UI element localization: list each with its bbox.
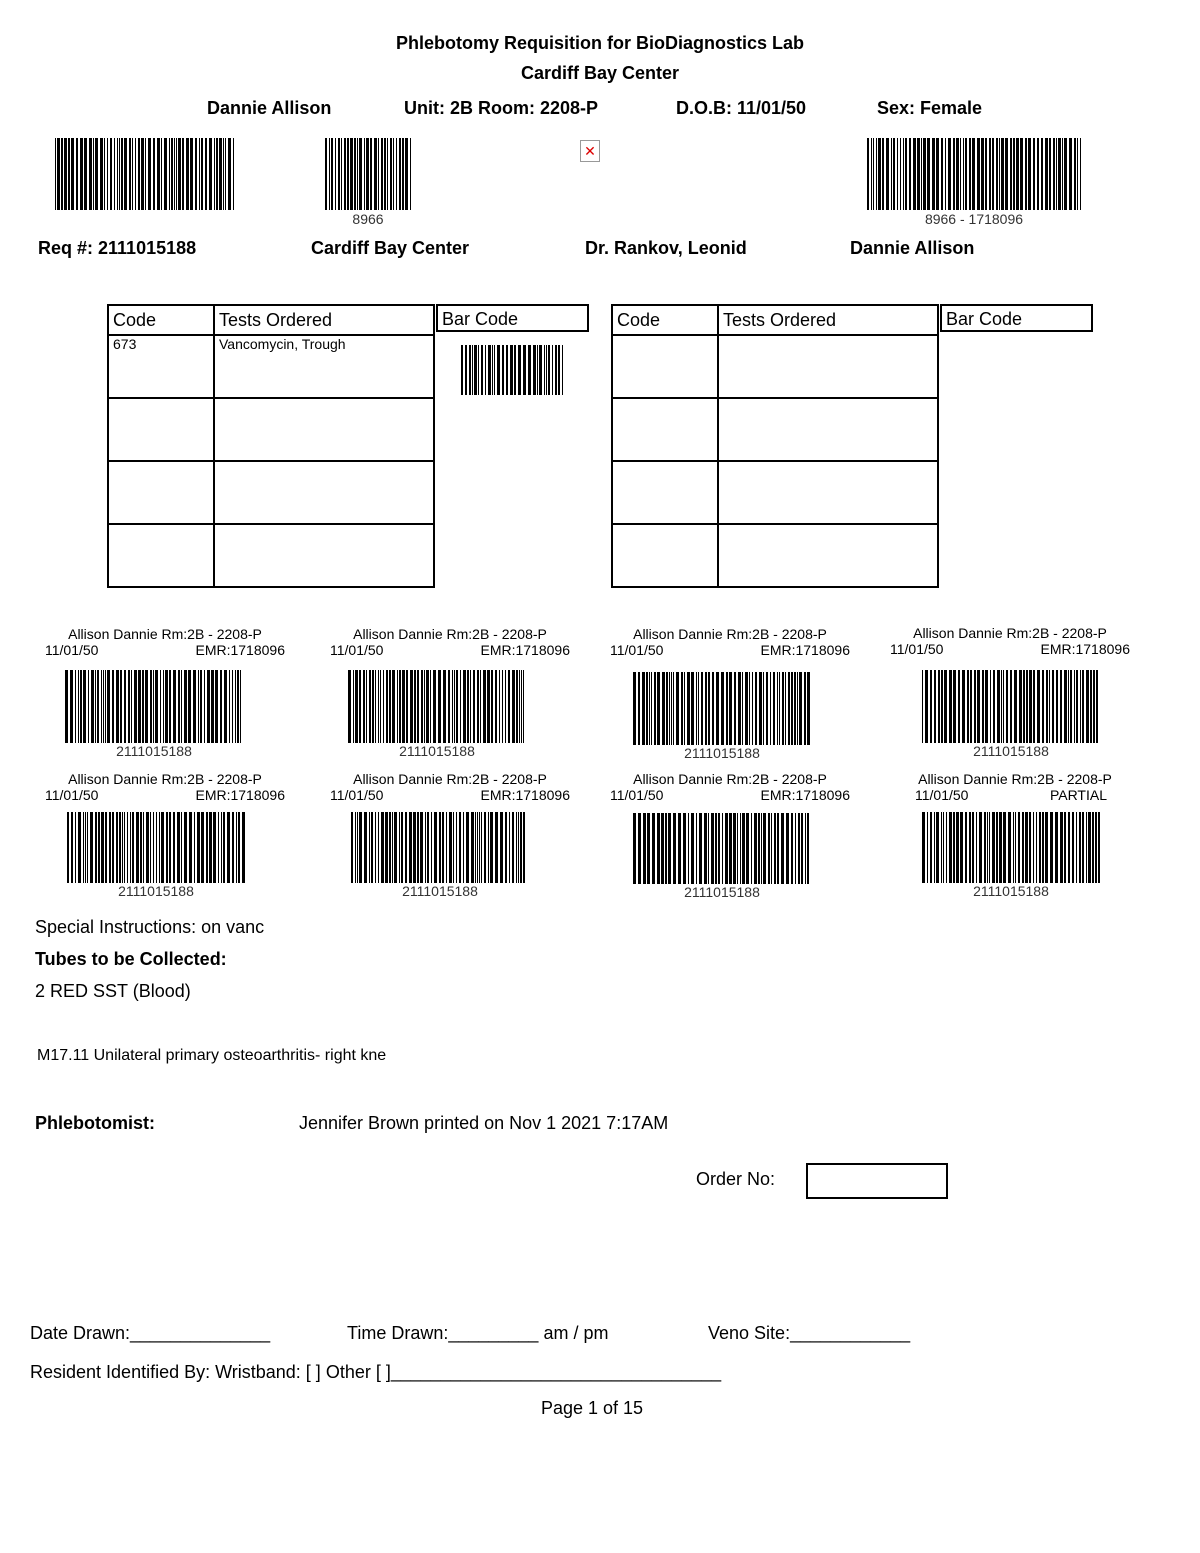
facility-title: Cardiff Bay Center: [520, 63, 680, 83]
label-dob: 11/01/50: [890, 641, 944, 657]
table-row: [612, 398, 938, 461]
specimen-label: [45, 771, 285, 803]
time-drawn-field[interactable]: Time Drawn:_________ am / pm: [347, 1323, 609, 1343]
label-emr: EMR:1718096: [480, 642, 570, 658]
label-barcode-number: 2111015188: [116, 743, 192, 759]
label-barcode-number: 2111015188: [973, 883, 1049, 899]
special-instructions: Special Instructions: on vanc: [35, 917, 265, 937]
page-number: Page 1 of 15: [540, 1398, 644, 1418]
label-patient-line: Allison Dannie Rm:2B - 2208-P: [633, 771, 827, 787]
label-barcode: [67, 812, 245, 883]
code-cell: [612, 335, 718, 398]
label-barcode-number: 2111015188: [118, 883, 194, 899]
label-barcode: [65, 670, 243, 743]
label-dob: 11/01/50: [610, 642, 664, 658]
specimen-label: [610, 771, 850, 803]
sub-patient-name: Dannie Allison: [850, 238, 975, 258]
code-header: Code: [612, 305, 718, 335]
label-dob: 11/01/50: [330, 787, 384, 803]
label-barcode: [922, 812, 1100, 883]
tubes-list: 2 RED SST (Blood): [35, 981, 191, 1001]
test-cell: [214, 524, 434, 587]
order-number-label: Order No:: [696, 1169, 776, 1189]
unit-room: Unit: 2B Room: 2208-P: [404, 98, 599, 118]
label-emr: EMR:1718096: [480, 787, 570, 803]
label-emr: EMR:1718096: [760, 642, 850, 658]
test-cell: [718, 524, 938, 587]
date-of-birth: D.O.B: 11/01/50: [676, 98, 807, 118]
label-barcode: [348, 670, 526, 743]
code-cell: [108, 524, 214, 587]
id-barcode-number: 8966: [352, 211, 384, 227]
label-partial: PARTIAL: [1049, 787, 1107, 803]
label-barcode-number: 2111015188: [684, 884, 760, 900]
test-cell: [718, 335, 938, 398]
label-dob: 11/01/50: [610, 787, 664, 803]
code-cell: [612, 398, 718, 461]
label-barcode: [633, 813, 811, 884]
phlebotomist-label: Phlebotomist:: [35, 1113, 155, 1133]
document-title: Phlebotomy Requisition for BioDiagnostics Lab: [395, 33, 805, 53]
label-barcode: [351, 812, 529, 883]
label-patient-line: Allison Dannie Rm:2B - 2208-P: [918, 771, 1112, 787]
specimen-label: [890, 625, 1130, 657]
label-patient-line: Allison Dannie Rm:2B - 2208-P: [353, 771, 547, 787]
tubes-heading: Tubes to be Collected:: [35, 949, 227, 969]
table-row: [108, 461, 434, 524]
test-cell: [718, 461, 938, 524]
tests-ordered-header: Tests Ordered: [214, 305, 434, 335]
label-emr: EMR:1718096: [195, 787, 285, 803]
emr-barcode-number: 8966 - 1718096: [924, 211, 1024, 227]
specimen-label: [330, 626, 570, 658]
specimen-label: [610, 626, 850, 658]
test-barcode: [461, 345, 563, 395]
doctor-name: Dr. Rankov, Leonid: [585, 238, 747, 258]
sub-facility: Cardiff Bay Center: [311, 238, 470, 258]
specimen-label: [895, 771, 1135, 803]
label-emr: EMR:1718096: [1040, 641, 1130, 657]
patient-sex: Sex: Female: [877, 98, 983, 118]
specimen-label: [330, 771, 570, 803]
date-drawn-field[interactable]: Date Drawn:______________: [30, 1323, 271, 1343]
test-cell: Vancomycin, Trough: [214, 335, 434, 398]
code-cell: 673: [108, 335, 214, 398]
bar-code-header-left: Bar Code: [436, 304, 589, 332]
order-number-field[interactable]: [806, 1163, 948, 1199]
table-row: [108, 524, 434, 587]
label-barcode-number: 2111015188: [402, 883, 478, 899]
label-patient-line: Allison Dannie Rm:2B - 2208-P: [913, 625, 1107, 641]
label-barcode-number: 2111015188: [973, 743, 1049, 759]
tests-ordered-header: Tests Ordered: [718, 305, 938, 335]
tests-table-right: [611, 304, 939, 588]
table-row: [612, 461, 938, 524]
label-dob: 11/01/50: [330, 642, 384, 658]
id-barcode: [325, 138, 411, 210]
test-cell: [214, 398, 434, 461]
broken-image-icon: ✕: [580, 140, 600, 162]
tests-table-left: [107, 304, 435, 588]
label-patient-line: Allison Dannie Rm:2B - 2208-P: [68, 626, 262, 642]
specimen-label: [45, 626, 285, 658]
table-row: [612, 335, 938, 398]
table-row: [108, 398, 434, 461]
label-patient-line: Allison Dannie Rm:2B - 2208-P: [633, 626, 827, 642]
code-cell: [108, 398, 214, 461]
label-patient-line: Allison Dannie Rm:2B - 2208-P: [68, 771, 262, 787]
code-cell: [612, 524, 718, 587]
test-cell: [718, 398, 938, 461]
diagnosis-code: M17.11 Unilateral primary osteoarthritis- right kne: [37, 1047, 387, 1064]
label-dob: 11/01/50: [45, 787, 99, 803]
label-dob: 11/01/50: [45, 642, 99, 658]
label-barcode: [633, 672, 811, 745]
code-cell: [108, 461, 214, 524]
test-cell: [214, 461, 434, 524]
veno-site-field[interactable]: Veno Site:____________: [708, 1323, 911, 1343]
code-header: Code: [108, 305, 214, 335]
code-cell: [612, 461, 718, 524]
label-dob: 11/01/50: [915, 787, 969, 803]
resident-identified-field[interactable]: Resident Identified By: Wristband: [ ] Other [ ]_________________________________: [30, 1362, 722, 1382]
label-barcode: [922, 670, 1100, 743]
phlebotomist-value: Jennifer Brown printed on Nov 1 2021 7:17AM: [299, 1113, 669, 1133]
patient-barcode: [55, 138, 235, 210]
label-barcode-number: 2111015188: [684, 745, 760, 761]
requisition-number: Req #: 2111015188: [38, 238, 197, 258]
patient-name: Dannie Allison: [207, 98, 332, 118]
label-emr: EMR:1718096: [760, 787, 850, 803]
label-barcode-number: 2111015188: [399, 743, 475, 759]
table-row: [612, 524, 938, 587]
bar-code-header-right: Bar Code: [940, 304, 1093, 332]
label-emr: EMR:1718096: [195, 642, 285, 658]
label-patient-line: Allison Dannie Rm:2B - 2208-P: [353, 626, 547, 642]
table-row: [108, 335, 434, 398]
emr-barcode: [867, 138, 1081, 210]
